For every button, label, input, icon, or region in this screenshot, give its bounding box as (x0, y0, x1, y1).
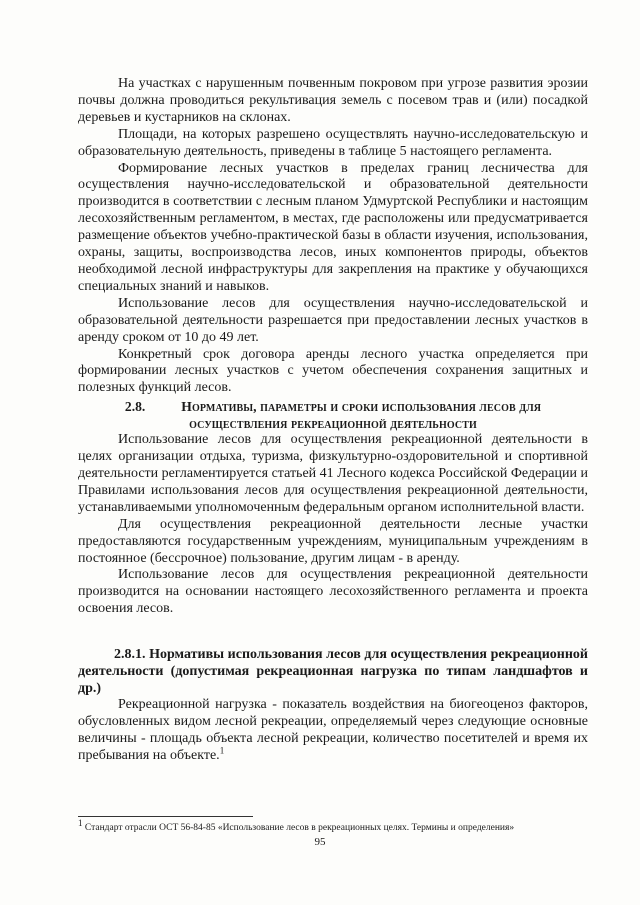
paragraph: Площади, на которых разрешено осуществлять научно-исследовательскую и образовательную деятельность, приведены в таблице 5 настоящего регламента. (78, 126, 588, 159)
subsection-heading: 2.8.1. Нормативы использования лесов для осуществления рекреационной деятельности (допустимая рекреационная нагрузка по типам ландшафтов и др.) (78, 647, 588, 697)
paragraph: Использование лесов для осуществления рекреационной деятельности производится на основании настоящего лесохозяйственного регламента и проекта освоения лесов. (78, 567, 588, 617)
footnote (78, 817, 598, 834)
paragraph: На участках с нарушенным почвенным покровом при угрозе развития эрозии почвы должна проводиться рекультивация земель с посевом трав и (или) посадкой деревьев и кустарников на склонах. (78, 76, 588, 125)
section-title-line2: осуществления рекреационной деятельности (189, 416, 477, 432)
section-title-line1: Нормативы, параметры и сроки использования лесов для (181, 399, 542, 415)
paragraph-last (78, 697, 588, 765)
paragraph: Использование лесов для осуществления рекреационной деятельности в целях организации отдыха, туризма, физкультурно-оздоровительной и спортивной деятельности регламентируется статьей 41 Лесного кодекса Российской Федерации и Правилами использования лесов для осуществления рекреационной деятельности, устанавливаемыми уполномоченным федеральным органом исполнительной власти. (78, 432, 588, 515)
spacer (78, 618, 588, 646)
paragraph-last-text: Рекреационной нагрузка - показатель воздействия на биогеоценоз факторов, обусловленных видом лесной рекреации, определяемый через следующие основные величины - площадь объекта лесной рекреации, количество посетителей и время их пребывания на объекте. (78, 697, 588, 763)
paragraph: Формирование лесных участков в пределах границ лесничества для осуществления научно-исследовательской и образовательной деятельности производится в соответствии с лесным планом Удмуртской Республики и настоящим лесохозяйственным регламентом, в местах, где расположены или предусматривается размещение объектов учебно-практической базы в области изучения, использования, охраны, защиты, воспроизводства лесов, иных компонентов природы, объектов необходимой лесной инфраструктуры для закрепления на практике у обучающихся специальных знаний и навыков. (78, 160, 588, 294)
footnote-text: Стандарт отрасли ОСТ 56-84-85 «Использование лесов в рекреационных целях. Термины и определения» (84, 823, 515, 833)
paragraph: Для осуществления рекреационной деятельности лесные участки предоставляются государственным учреждениям, муниципальным учреждениям в постоянное (бессрочное) пользование, другим лицам - в аренду. (78, 516, 588, 566)
document-body (78, 76, 588, 765)
footnote-marker: 1 (78, 817, 83, 828)
page-number: 95 (314, 836, 326, 848)
section-number: 2.8. (124, 399, 146, 415)
paragraph: Конкретный срок договора аренды лесного участка определяется при формировании лесных участков с учетом обеспечения сохранения защитных и полезных функций лесов. (78, 346, 588, 396)
paragraph: Использование лесов для осуществления научно-исследовательской и образовательной деятельности разрешается при предоставлении лесных участков в аренду сроком от 10 до 49 лет. (78, 295, 588, 345)
section-heading (78, 398, 588, 432)
footnote-divider (78, 816, 253, 817)
footnote-ref: 1 (219, 745, 225, 756)
